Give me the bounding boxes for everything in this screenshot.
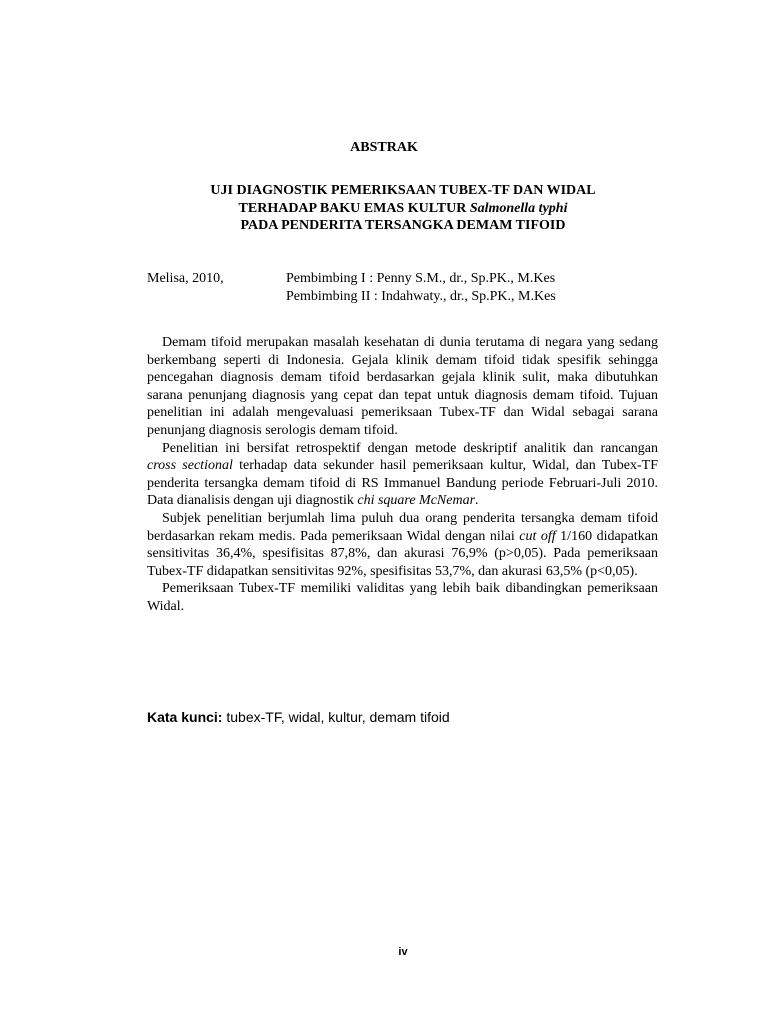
title-line-1: UJI DIAGNOSTIK PEMERIKSAAN TUBEX-TF DAN WIDAL (210, 183, 596, 198)
paragraph-background: Demam tifoid merupakan masalah kesehatan di dunia terutama di negara yang sedang berkembang seperti di Indonesia. Gejala klinik demam tifoid tidak spesifik sehingga pencegahan diagnosis demam tifoid berdasarkan gejala klinik sulit, maka dibutuhkan sarana penunjang diagnosis yang cepat dan tepat untuk diagnosis demam tifoid. Tujuan penelitian ini adalah mengevaluasi pemeriksaan Tubex-TF dan Widal sebagai sarana penunjang diagnosis serologis demam tifoid. (147, 335, 658, 438)
keywords-value: tubex-TF, widal, kultur, demam tifoid (222, 709, 450, 725)
method-term-cross-sectional: cross sectional (147, 458, 233, 474)
page-number: iv (398, 946, 408, 958)
results-text-2: 1/160 didapatkan sensitivitas 36,4%, spesifisitas 87,8%, dan akurasi 76,9% (p>0,05). Pada pemeriksaan Tubex-TF didapatkan sensitivitas 92%, spesifisitas 53,7%, dan akurasi 63,5% (p<0,05). (147, 528, 658, 579)
abstract-body (147, 334, 658, 616)
title-line-2-text: TERHADAP BAKU EMAS KULTUR (238, 200, 470, 216)
method-text-2: terhadap data sekunder hasil pemeriksaan kultur, Widal, dan Tubex-TF penderita tersangka demam tifoid di RS Immanuel Bandung periode Februari-Juli 2010. Data dianalisis dengan uji diagnostik (147, 458, 658, 509)
keywords-line (147, 709, 450, 726)
title-line-3: PADA PENDERITA TERSANGKA DEMAM TIFOID (240, 218, 566, 233)
paragraph-method (147, 440, 658, 510)
author-name-year: Melisa, 2010, (147, 271, 224, 286)
title-line-2 (0, 200, 768, 218)
results-term-cut-off: cut off (519, 528, 556, 544)
title-organism-name: Salmonella typhi (469, 200, 568, 216)
method-text-1: Penelitian ini bersifat retrospektif dengan metode deskriptif analitik dan rancangan (162, 440, 658, 456)
method-term-chi-square: chi square McNemar (357, 493, 476, 509)
results-text-1: Subjek penelitian berjumlah lima puluh dua orang penderita tersangka demam tifoid berdasarkan rekam medis. Pada pemeriksaan Widal dengan nilai (147, 510, 658, 544)
paper-title (0, 182, 768, 235)
paragraph-results (147, 510, 658, 580)
advisor-list (286, 270, 556, 305)
keywords-label: Kata kunci: (147, 709, 223, 725)
method-text-3: . (475, 493, 479, 509)
advisor-2: Pembimbing II : Indahwaty., dr., Sp.PK., M.Kes (286, 288, 556, 304)
paragraph-conclusion: Pemeriksaan Tubex-TF memiliki validitas yang lebih baik dibandingkan pemeriksaan Widal. (147, 581, 658, 614)
advisor-1: Pembimbing I : Penny S.M., dr., Sp.PK., M.Kes (286, 271, 556, 286)
abstract-heading: ABSTRAK (350, 140, 418, 155)
